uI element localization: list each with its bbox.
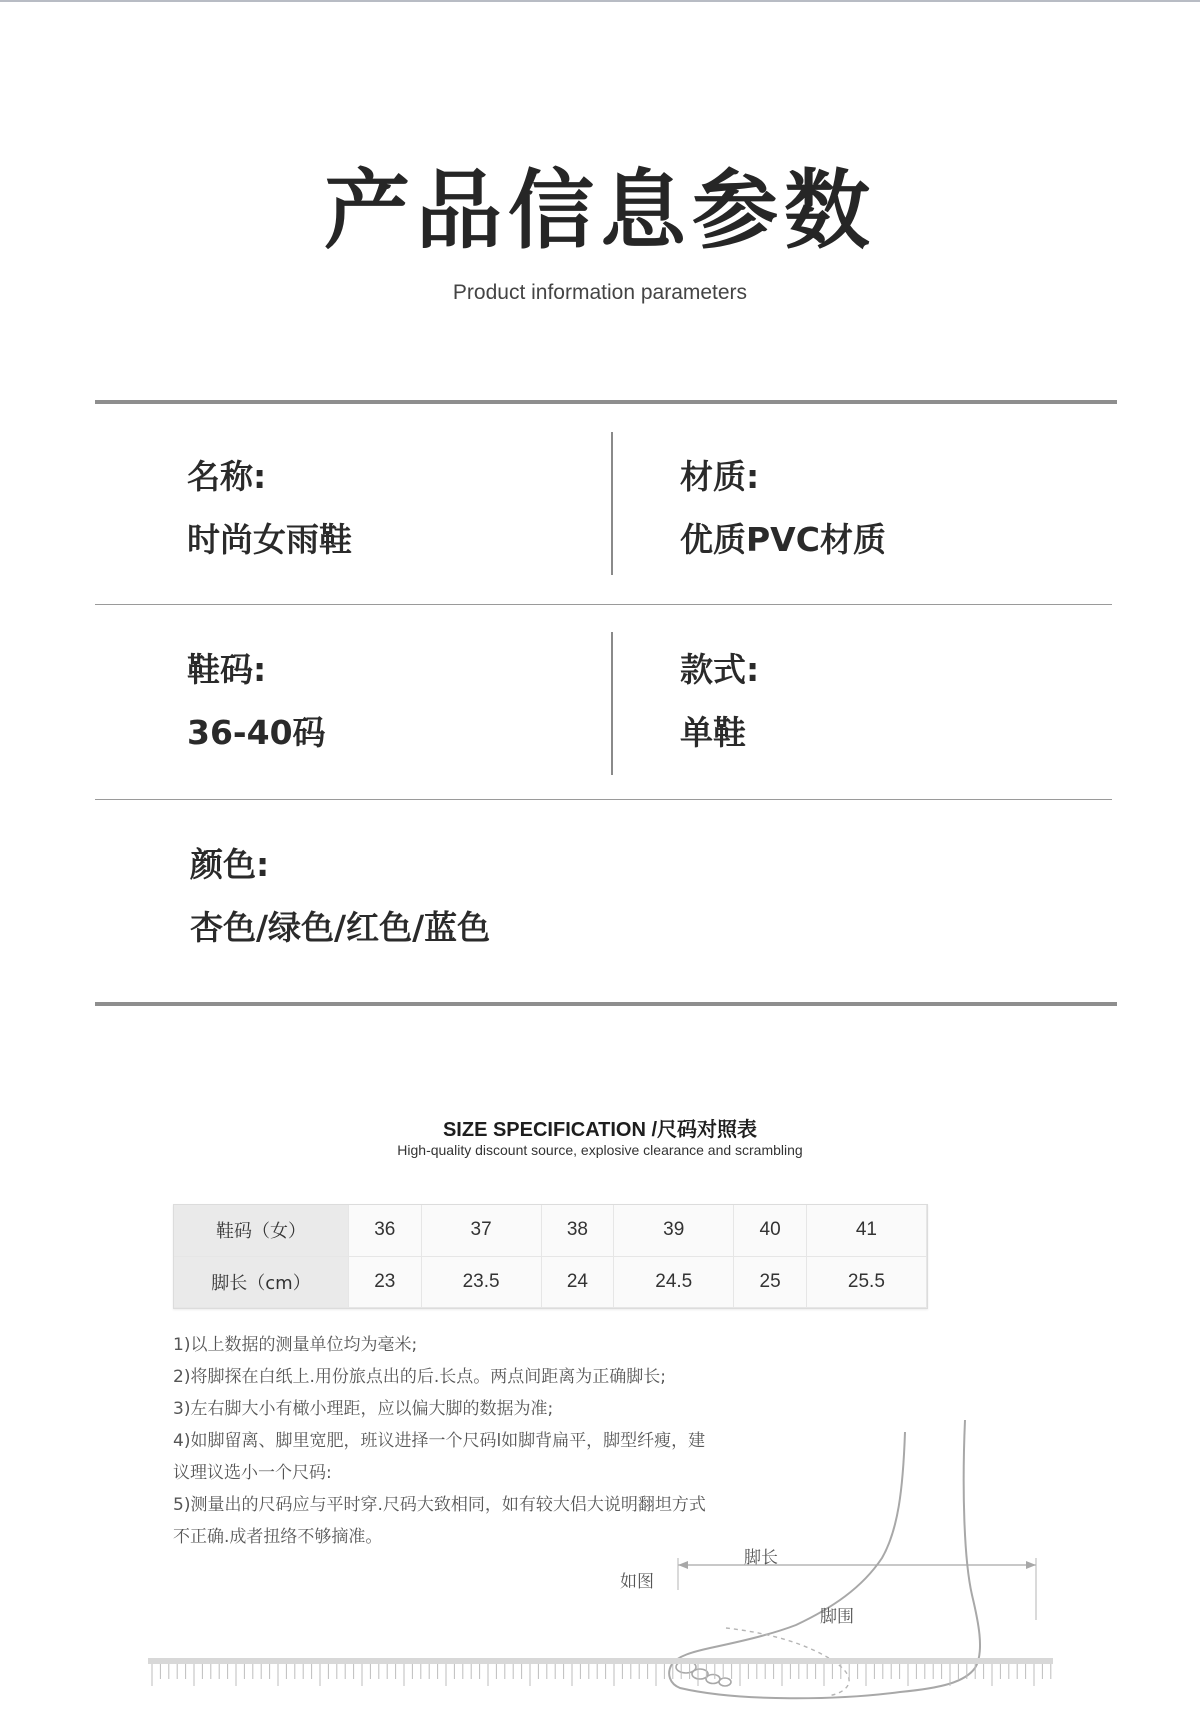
material-value: 优质PVC材质 (680, 520, 886, 559)
as-shown-label: 如图 (620, 1572, 654, 1592)
divider-bottom (95, 1002, 1117, 1006)
table-cell: 24 (542, 1257, 615, 1309)
color-value: 杏色/绿色/红色/蓝色 (190, 908, 491, 947)
row-divider (95, 799, 1112, 800)
note-line: 议理议选小一个尺码: (173, 1463, 332, 1483)
table-cell: 38 (542, 1205, 615, 1257)
note-line: 不正确.成者扭络不够摘准。 (173, 1527, 383, 1547)
table-cell: 39 (614, 1205, 734, 1257)
table-cell: 41 (807, 1205, 927, 1257)
size-value: 36-40码 (187, 713, 326, 752)
name-label: 名称: (187, 457, 267, 496)
material-label: 材质: (680, 457, 760, 496)
table-cell: 37 (422, 1205, 542, 1257)
table-cell: 23.5 (422, 1257, 542, 1309)
row-header-shoe-size: 鞋码（女） (174, 1205, 349, 1257)
note-line: 5)测量出的尺码应与平时穿.尺码大致相同，如有较大侣大说明翻坦方式 (173, 1495, 706, 1515)
foot-length-label: 脚长 (744, 1548, 778, 1568)
size-table (173, 1204, 928, 1309)
table-cell: 23 (349, 1257, 422, 1309)
row-divider (95, 604, 1112, 605)
note-line: 4)如脚留离、脚里宽肥，班议进择一个尺码l如脚背扁平，脚型纤瘦，建 (173, 1431, 706, 1451)
table-row (174, 1257, 927, 1309)
color-label: 颜色: (190, 845, 270, 884)
size-chart-subtitle: High-quality discount source, explosive clearance and scrambling (397, 1142, 803, 1158)
size-label: 鞋码: (187, 650, 267, 689)
page-subtitle: Product information parameters (452, 281, 748, 304)
top-border (0, 0, 1200, 2)
name-value: 时尚女雨鞋 (187, 520, 352, 559)
table-cell: 25 (734, 1257, 807, 1309)
column-divider (611, 432, 613, 575)
table-cell: 40 (734, 1205, 807, 1257)
column-divider (611, 632, 613, 775)
foot-girth-label: 脚围 (820, 1607, 854, 1627)
style-value: 单鞋 (680, 713, 746, 752)
note-line: 1)以上数据的测量单位均为毫米; (173, 1335, 418, 1355)
table-cell: 25.5 (807, 1257, 927, 1309)
style-label: 款式: (680, 650, 760, 689)
divider-top (95, 400, 1117, 404)
size-chart-title: SIZE SPECIFICATION /尺码对照表 (442, 1119, 758, 1141)
page-title: 产品信息参数 (324, 161, 876, 261)
note-line: 3)左右脚大小有橄小理距，应以偏大脚的数据为准; (173, 1399, 554, 1419)
table-row (174, 1205, 927, 1257)
table-cell: 24.5 (614, 1257, 734, 1309)
table-cell: 36 (349, 1205, 422, 1257)
note-line: 2)将脚探在白纸上.用份旅点出的后.长点。两点间距离为正确脚长; (173, 1367, 666, 1387)
ruler (148, 1656, 1053, 1686)
row-header-foot-length: 脚长（cm） (174, 1257, 349, 1309)
